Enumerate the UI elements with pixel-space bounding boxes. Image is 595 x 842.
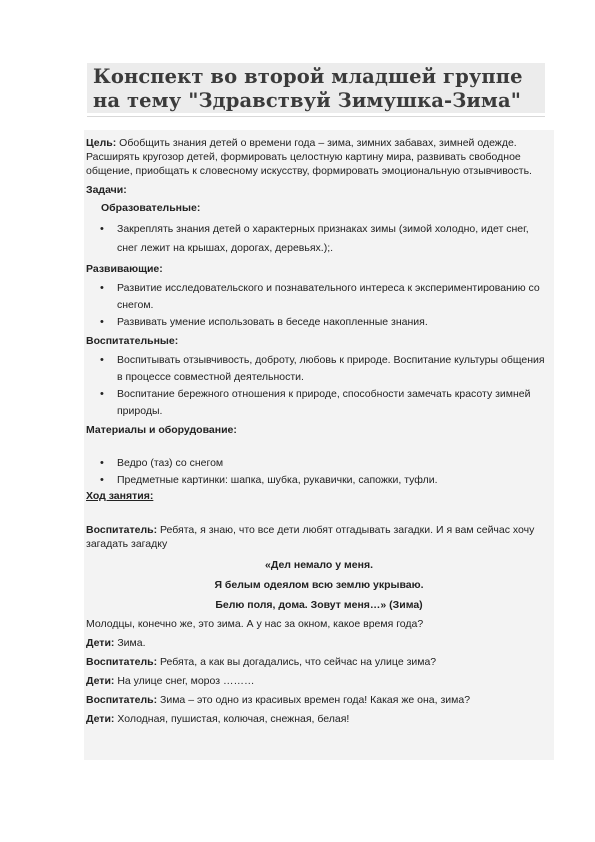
materials-list: [84, 455, 554, 489]
dialogue-speaker: Дети:: [86, 637, 115, 649]
title-line-1: Конспект во второй младшей группе: [93, 65, 523, 88]
dialogue-text: Холодная, пушистая, колючая, снежная, белая!: [114, 713, 350, 725]
tasks-heading: Задачи:: [86, 184, 127, 196]
goal-text: Обобщить знания детей о времени года – зима, зимних забавах, зимней одежде. Расширять кругозор детей, формировать целостную картину мира, развивать свободное общение, приобщать к словесному искусству, формировать эмоциональную отзывчивость.: [86, 137, 532, 177]
dialogue-line: [84, 710, 554, 729]
dialogue-text: Ребята, а как вы догадались, что сейчас на улице зима?: [157, 656, 437, 668]
materials-heading: Материалы и оборудование:: [86, 424, 237, 436]
title-line-2: на тему "Здравствуй Зимушка-Зима": [93, 89, 521, 112]
after-riddle-text: Молодцы, конечно же, это зима. А у нас за окном, какое время года?: [86, 618, 424, 630]
dialogue-speaker: Воспитатель:: [86, 656, 158, 668]
goal-label: Цель:: [86, 137, 117, 149]
dialogue-line: [84, 691, 554, 710]
title-divider: [87, 116, 545, 117]
dialogue-speaker: Дети:: [86, 713, 115, 725]
educational-list: [84, 220, 554, 258]
riddle-line: Я белым одеялом всю землю укрываю.: [214, 579, 424, 591]
riddle-line: «Дел немало у меня.: [265, 559, 373, 571]
list-item: • Развитие исследовательского и познавательного интереса к экспериментированию со снегом.: [84, 280, 554, 314]
dialogue-text: Зима – это одно из красивых времен года! Какая же она, зима?: [157, 694, 471, 706]
goal-paragraph: [84, 136, 554, 178]
dialogue-line: [84, 653, 554, 672]
developing-list: [84, 280, 554, 331]
page-title: [87, 63, 545, 113]
developing-heading: Развивающие:: [86, 263, 163, 275]
intro-text: Ребята, я знаю, что все дети любят отгадывать загадки. И я вам сейчас хочу загадать загадку: [86, 524, 535, 550]
upbringing-list: [84, 352, 554, 420]
list-item: • Предметные картинки: шапка, шубка, рукавички, сапожки, туфли.: [84, 472, 554, 489]
list-item: • Развивать умение использовать в беседе накопленные знания.: [84, 314, 554, 331]
document-body: [84, 130, 554, 760]
riddle-line: Белю поля, дома. Зовут меня…» (Зима): [215, 599, 423, 611]
dialogue-text: На улице снег, мороз ………: [114, 675, 255, 687]
course-heading: Ход занятия:: [86, 490, 154, 502]
list-item: • Воспитывать отзывчивость, доброту, любовь к природе. Воспитание культуры общения в процессе совместной деятельности.: [84, 352, 554, 386]
title-box: [87, 63, 545, 113]
list-item: • Закреплять знания детей о характерных признаках зимы (зимой холодно, идет снег, снег лежит на крышах, дорогах, деревьях.);.: [84, 220, 554, 258]
intro-speaker: Воспитатель:: [86, 524, 158, 536]
dialogue-speaker: Дети:: [86, 675, 115, 687]
upbringing-heading: Воспитательные:: [86, 335, 179, 347]
intro-paragraph: [84, 523, 554, 551]
dialogue-line: [84, 634, 554, 653]
list-item: • Ведро (таз) со снегом: [84, 455, 554, 472]
dialogue-text: Зима.: [114, 637, 146, 649]
list-item: • Воспитание бережного отношения к природе, способности замечать красоту зимней природы.: [84, 386, 554, 420]
educational-heading: Образовательные:: [101, 202, 201, 214]
dialogue-line: [84, 672, 554, 691]
dialogue-speaker: Воспитатель:: [86, 694, 158, 706]
